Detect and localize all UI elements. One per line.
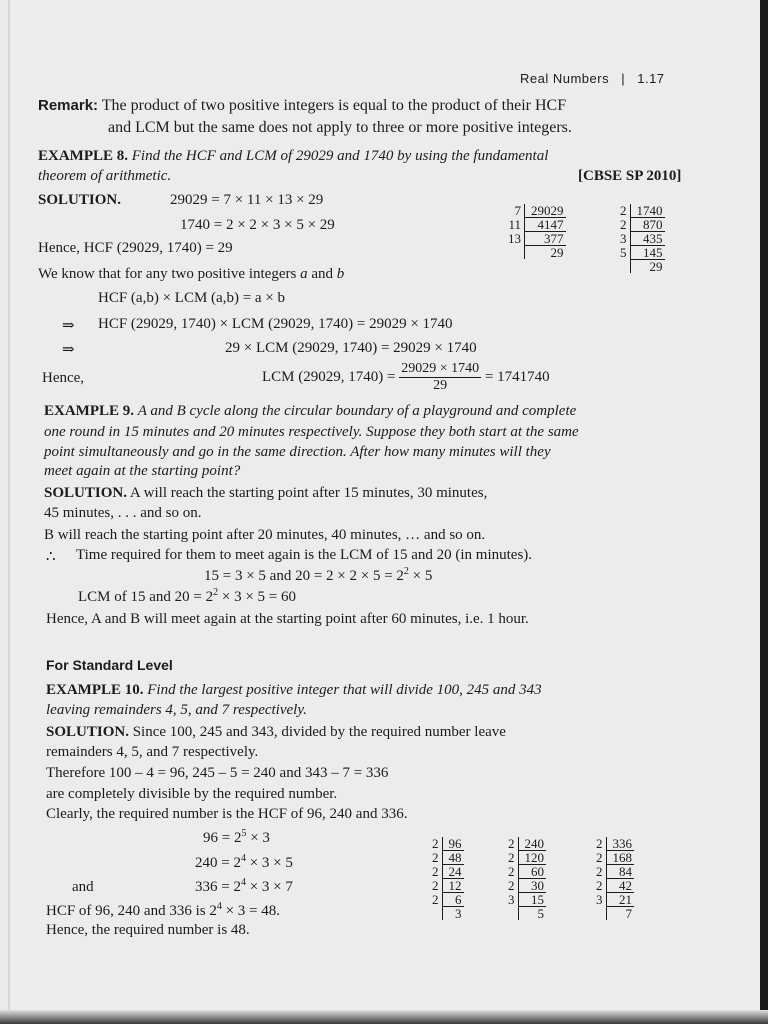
divisor: 2 xyxy=(618,218,630,232)
dividend: 30 xyxy=(518,879,546,893)
know-text: We know that for any two positive integers xyxy=(38,266,297,282)
dividend: 29 xyxy=(649,259,663,274)
division-step xyxy=(430,893,464,907)
running-header xyxy=(520,71,665,86)
division-step xyxy=(506,865,546,879)
division-step xyxy=(506,246,566,260)
dividend: 5 xyxy=(537,906,544,921)
s5-text: 15 = 3 × 5 and 20 = 2 × 2 × 5 = 2 xyxy=(204,568,404,584)
dividend: 336 xyxy=(606,837,634,851)
example8-solution-label: SOLUTION. xyxy=(38,192,121,208)
h1-tail: × 3 = 48. xyxy=(221,903,281,919)
division-step xyxy=(506,218,566,232)
p3-tail: × 3 × 7 xyxy=(245,879,293,895)
prime-factor-96 xyxy=(203,830,270,847)
example9-solution-7: Hence, A and B will meet again at the starting point after 60 minutes, i.e. 1 hour. xyxy=(46,611,529,627)
p3-text: 336 = 2 xyxy=(195,879,241,895)
divisor: 11 xyxy=(506,218,525,232)
division-step xyxy=(430,907,464,921)
dividend: 12 xyxy=(442,879,464,893)
remark-text-1: The product of two positive integers is equal to the product of their HCF xyxy=(101,97,567,114)
dividend: 29029 xyxy=(525,204,566,218)
example9-label: EXAMPLE 9. xyxy=(44,403,134,419)
dividend: 24 xyxy=(442,865,464,879)
standard-level-heading: For Standard Level xyxy=(46,657,173,673)
page-bottom-shadow xyxy=(0,1010,768,1024)
division-table-96 xyxy=(430,837,464,920)
p2-exponent: 4 xyxy=(240,853,246,864)
remark-line-2: and LCM but the same does not apply to three or more positive integers. xyxy=(108,119,572,136)
p3-exponent: 4 xyxy=(240,877,246,888)
lcm-lhs: LCM (29029, 1740) = xyxy=(262,369,396,385)
dividend: 84 xyxy=(606,865,634,879)
example9-question-3: point simultaneously and go in the same direction. After how many minutes will they xyxy=(44,444,551,460)
divisor xyxy=(506,246,525,260)
s5-exponent: 2 xyxy=(403,566,409,577)
dividend: 1740 xyxy=(630,204,665,218)
division-step xyxy=(618,260,665,274)
divisor: 2 xyxy=(594,837,606,851)
example8-step-1: HCF (29029, 1740) × LCM (29029, 1740) = 29029 × 1740 xyxy=(98,316,453,332)
example8-lcm-result xyxy=(262,361,550,394)
division-table-1740 xyxy=(618,204,665,273)
example10-solution-1 xyxy=(46,724,506,741)
example8-question-2: theorem of arithmetic. xyxy=(38,168,172,184)
example10-solution-3: Therefore 100 – 4 = 96, 245 – 5 = 240 and 343 – 7 = 336 xyxy=(46,765,389,781)
var-a: a xyxy=(300,266,308,282)
example8-source: [CBSE SP 2010] xyxy=(578,168,682,184)
example9-solution-3: B will reach the starting point after 20 minutes, 40 minutes, … and so on. xyxy=(44,527,486,543)
division-step xyxy=(618,204,665,218)
example9-solution-2: 45 minutes, . . . and so on. xyxy=(44,505,202,521)
prime-factor-336 xyxy=(195,879,293,896)
dividend: 96 xyxy=(442,837,464,851)
divisor: 2 xyxy=(618,204,630,218)
division-step xyxy=(506,204,566,218)
example9-solution-4: Time required for them to meet again is the LCM of 15 and 20 (in minutes). xyxy=(76,547,533,563)
divisor: 13 xyxy=(506,232,525,246)
example9-solution-5 xyxy=(204,568,432,585)
s5-tail: × 5 xyxy=(408,568,433,584)
s6-exponent: 2 xyxy=(213,587,219,598)
header-divider: | xyxy=(621,71,626,86)
example9-solution-1 xyxy=(44,485,487,502)
divisor: 2 xyxy=(506,865,518,879)
divisor: 2 xyxy=(506,851,518,865)
dividend: 145 xyxy=(630,246,665,260)
example8-relation: HCF (a,b) × LCM (a,b) = a × b xyxy=(98,290,286,306)
divisor: 2 xyxy=(430,851,442,865)
divisor: 5 xyxy=(618,246,630,260)
dividend: 21 xyxy=(606,893,634,907)
division-step xyxy=(506,907,546,921)
h1-exponent: 4 xyxy=(216,901,222,912)
page-number: 1.17 xyxy=(637,71,665,86)
divisor: 2 xyxy=(594,851,606,865)
example10-answer: Hence, the required number is 48. xyxy=(46,922,250,938)
implies-arrow-2: ⇒ xyxy=(62,342,75,358)
divisor xyxy=(430,907,442,921)
division-step xyxy=(430,837,464,851)
dividend: 48 xyxy=(442,851,464,865)
divisor: 2 xyxy=(430,879,442,893)
s6-tail: × 3 × 5 = 60 xyxy=(218,589,297,605)
example8-question-1 xyxy=(38,148,548,165)
division-table-29029 xyxy=(506,204,566,259)
example9-sol-text-1: A will reach the starting point after 15 minutes, 30 minutes, xyxy=(129,485,488,501)
example8-hcf: Hence, HCF (29029, 1740) = 29 xyxy=(38,240,233,256)
example8-text-1: Find the HCF and LCM of 29029 and 1740 by using the fundamental xyxy=(131,148,549,164)
p1-tail: × 3 xyxy=(246,830,270,846)
divisor xyxy=(618,260,630,274)
division-step xyxy=(618,246,665,260)
dividend: 240 xyxy=(518,837,546,851)
var-b: b xyxy=(336,266,345,282)
example10-hcf xyxy=(46,903,280,920)
lcm-fraction xyxy=(399,361,481,394)
example9-question-2: one round in 15 minutes and 20 minutes respectively. Suppose they both start at the same xyxy=(44,424,579,440)
example10-label: EXAMPLE 10. xyxy=(46,682,144,698)
example8-label: EXAMPLE 8. xyxy=(38,148,128,164)
example8-hence: Hence, xyxy=(42,370,85,386)
p1-text: 96 = 2 xyxy=(203,830,242,846)
division-step xyxy=(430,879,464,893)
p1-exponent: 5 xyxy=(241,828,247,839)
example9-solution-6 xyxy=(78,589,296,606)
fraction-numerator: 29029 × 1740 xyxy=(401,361,480,376)
dividend: 60 xyxy=(518,865,546,879)
division-step xyxy=(430,865,464,879)
page-edge-shadow xyxy=(760,0,768,1024)
lcm-rhs: = 1741740 xyxy=(484,369,550,385)
example9-text-1: A and B cycle along the circular boundary of a playground and complete xyxy=(137,403,577,419)
example10-question-2: leaving remainders 4, 5, and 7 respectively. xyxy=(46,702,307,718)
h1-text: HCF of 96, 240 and 336 is 2 xyxy=(46,903,217,919)
divisor: 2 xyxy=(430,865,442,879)
divisor: 2 xyxy=(594,879,606,893)
example9-question-4: meet again at the starting point? xyxy=(44,463,241,479)
and-label: and xyxy=(72,879,94,895)
divisor: 2 xyxy=(506,837,518,851)
divisor: 2 xyxy=(430,837,442,851)
example9-solution-label: SOLUTION. xyxy=(44,485,127,501)
example10-text-1: Find the largest positive integer that will divide 100, 245 and 343 xyxy=(147,682,542,698)
division-step xyxy=(594,907,634,921)
dividend: 6 xyxy=(442,893,464,907)
divisor: 2 xyxy=(594,865,606,879)
example10-sol-text-1: Since 100, 245 and 343, divided by the required number leave xyxy=(132,724,506,740)
division-step xyxy=(430,851,464,865)
p2-text: 240 = 2 xyxy=(195,855,241,871)
division-step xyxy=(594,837,634,851)
and-text: and xyxy=(311,266,333,282)
p2-tail: × 3 × 5 xyxy=(245,855,293,871)
example10-solution-5: Clearly, the required number is the HCF of 96, 240 and 336. xyxy=(46,806,408,822)
division-step xyxy=(594,851,634,865)
example8-factorization-2: 1740 = 2 × 2 × 3 × 5 × 29 xyxy=(180,217,335,233)
prime-factor-240 xyxy=(195,855,293,872)
example9-question-1 xyxy=(44,403,576,420)
divisor: 7 xyxy=(506,204,525,218)
dividend: 3 xyxy=(455,906,462,921)
divisor: 3 xyxy=(618,232,630,246)
division-step xyxy=(506,879,546,893)
divisor xyxy=(594,907,606,921)
divisor: 3 xyxy=(506,893,518,907)
remark-label: Remark: xyxy=(38,97,99,114)
dividend: 377 xyxy=(525,232,566,246)
example10-solution-2: remainders 4, 5, and 7 respectively. xyxy=(46,744,259,760)
dividend: 7 xyxy=(625,906,632,921)
s6-text: LCM of 15 and 20 = 2 xyxy=(78,589,214,605)
dividend: 4147 xyxy=(525,218,566,232)
dividend: 435 xyxy=(630,232,665,246)
example8-step-2: 29 × LCM (29029, 1740) = 29029 × 1740 xyxy=(225,340,477,356)
example8-know xyxy=(38,266,344,283)
divisor: 3 xyxy=(594,893,606,907)
division-step xyxy=(594,893,634,907)
section-title: Real Numbers xyxy=(520,71,610,86)
division-step xyxy=(506,837,546,851)
division-step xyxy=(594,879,634,893)
division-step xyxy=(618,218,665,232)
remark-line-1 xyxy=(38,97,566,115)
divisor: 2 xyxy=(430,893,442,907)
division-step xyxy=(506,893,546,907)
therefore-symbol: ∴ xyxy=(46,549,56,565)
dividend: 120 xyxy=(518,851,546,865)
division-table-240 xyxy=(506,837,546,920)
example10-solution-label: SOLUTION. xyxy=(46,724,129,740)
division-step xyxy=(506,232,566,246)
dividend: 29 xyxy=(550,245,564,260)
example10-question-1 xyxy=(46,682,542,699)
divisor xyxy=(506,907,518,921)
division-step xyxy=(594,865,634,879)
example10-solution-4: are completely divisible by the required number. xyxy=(46,786,338,802)
fraction-denominator: 29 xyxy=(433,378,448,393)
division-step xyxy=(618,232,665,246)
divisor: 2 xyxy=(506,879,518,893)
division-step xyxy=(506,851,546,865)
dividend: 168 xyxy=(606,851,634,865)
implies-arrow-1: ⇒ xyxy=(62,318,75,334)
division-table-336 xyxy=(594,837,634,920)
dividend: 15 xyxy=(518,893,546,907)
dividend: 870 xyxy=(630,218,665,232)
dividend: 42 xyxy=(606,879,634,893)
example8-factorization-1: 29029 = 7 × 11 × 13 × 29 xyxy=(170,192,324,208)
